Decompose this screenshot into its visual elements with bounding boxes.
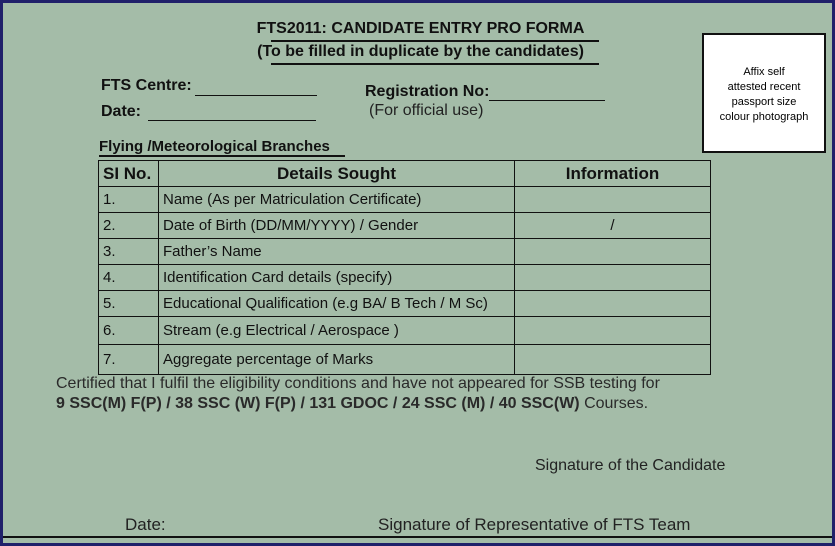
photo-box-line: Affix self xyxy=(743,66,785,78)
row-number: 4. xyxy=(99,265,159,291)
header-details: Details Sought xyxy=(159,161,515,187)
certification-line-2 xyxy=(56,395,648,413)
registration-label: Registration No: xyxy=(365,83,490,100)
photo-box-line: attested recent xyxy=(727,81,801,93)
row-number: 7. xyxy=(99,345,159,375)
row-info-field[interactable] xyxy=(515,187,711,213)
row-detail: Name (As per Matriculation Certificate) xyxy=(159,187,515,213)
row-detail: Educational Qualification (e.g BA/ B Tech / M Sc) xyxy=(159,291,515,317)
header-information: Information xyxy=(515,161,711,187)
table-row xyxy=(99,187,711,213)
table-header-row xyxy=(99,161,711,187)
course-list: 9 SSC(M) F(P) / 38 SSC (W) F(P) / 131 GDOC / 24 SSC (M) / 40 SSC(W) xyxy=(56,395,580,412)
table-row xyxy=(99,345,711,375)
photo-box-line: passport size xyxy=(731,96,797,108)
row-detail: Identification Card details (specify) xyxy=(159,265,515,291)
row-number: 2. xyxy=(99,213,159,239)
row-number: 6. xyxy=(99,317,159,345)
certification-line-1: Certified that I fulfil the eligibility conditions and have not appeared for SSB testing for xyxy=(56,375,660,392)
row-number: 3. xyxy=(99,239,159,265)
row-info-field[interactable] xyxy=(515,265,711,291)
row-detail: Date of Birth (DD/MM/YYYY) / Gender xyxy=(159,213,515,239)
fts-centre-label: FTS Centre: xyxy=(101,77,192,94)
fts-centre-field[interactable] xyxy=(195,95,317,96)
table-row xyxy=(99,213,711,239)
photo-box-line: colour photograph xyxy=(719,111,809,123)
registration-note: (For official use) xyxy=(369,102,484,119)
date-field[interactable] xyxy=(148,120,316,121)
table-row xyxy=(99,265,711,291)
row-info-field[interactable] xyxy=(515,345,711,375)
row-info-field[interactable] xyxy=(515,291,711,317)
row-info-field[interactable] xyxy=(515,239,711,265)
bottom-rule xyxy=(3,536,832,538)
row-info-field[interactable]: / xyxy=(515,213,711,239)
footer-date-label: Date: xyxy=(125,515,166,534)
row-number: 1. xyxy=(99,187,159,213)
row-number: 5. xyxy=(99,291,159,317)
table-row xyxy=(99,291,711,317)
form-title: FTS2011: CANDIDATE ENTRY PRO FORMA xyxy=(256,20,585,37)
row-detail: Stream (e.g Electrical / Aerospace ) xyxy=(159,317,515,345)
courses-word: Courses. xyxy=(579,395,649,412)
candidate-signature-label: Signature of the Candidate xyxy=(535,457,726,474)
table-row xyxy=(99,317,711,345)
section-heading: Flying /Meteorological Branches xyxy=(99,138,330,155)
header-sl-no: SI No. xyxy=(99,161,159,187)
section-heading-underline xyxy=(99,155,345,157)
photo-box xyxy=(702,33,826,153)
title-underline xyxy=(271,40,599,42)
row-info-field[interactable] xyxy=(515,317,711,345)
subtitle-underline xyxy=(271,63,599,65)
row-detail: Aggregate percentage of Marks xyxy=(159,345,515,375)
form-subtitle: (To be filled in duplicate by the candidates) xyxy=(257,43,584,60)
details-table xyxy=(98,160,711,375)
registration-field[interactable] xyxy=(489,100,605,101)
date-label: Date: xyxy=(101,103,142,120)
table-row xyxy=(99,239,711,265)
representative-signature-label: Signature of Representative of FTS Team xyxy=(378,515,691,534)
row-detail: Father’s Name xyxy=(159,239,515,265)
